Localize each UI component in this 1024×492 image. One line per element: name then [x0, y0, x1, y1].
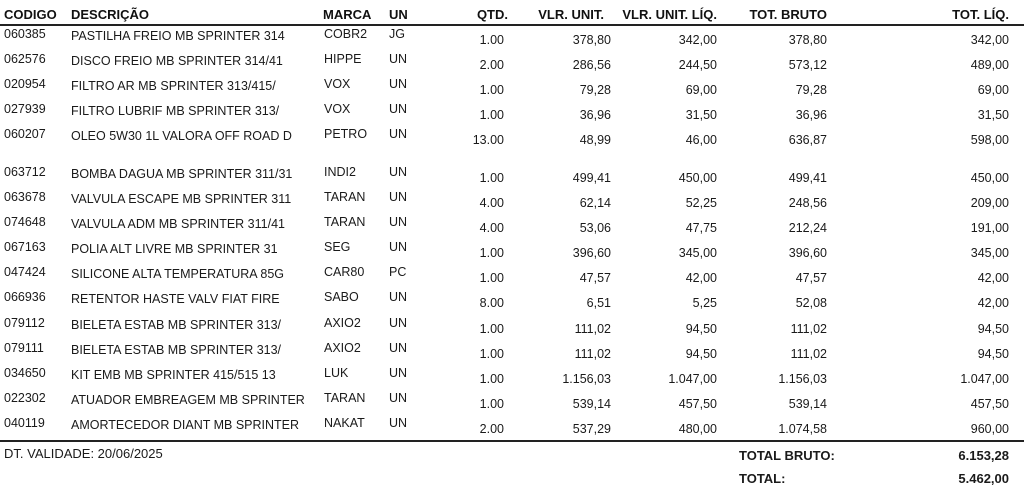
cell-tot-liq: 342,00: [970, 33, 1009, 47]
cell-un: UN: [389, 290, 408, 304]
cell-vlr-unit-liq: 244,50: [678, 58, 717, 72]
cell-qtd: 4.00: [479, 196, 504, 210]
cell-marca: SEG: [324, 240, 351, 254]
cell-vlr-unit-liq: 69,00: [685, 83, 717, 97]
table-row: [0, 27, 1024, 52]
cell-qtd: 1.00: [479, 246, 504, 260]
cell-codigo: 063712: [4, 165, 46, 179]
cell-descricao: FILTRO AR MB SPRINTER 313/415/: [71, 79, 276, 93]
cell-tot-liq: 69,00: [977, 83, 1009, 97]
cell-tot-liq: 94,50: [977, 322, 1009, 336]
cell-marca: TARAN: [324, 190, 366, 204]
cell-tot-bruto: 111,02: [790, 347, 827, 361]
cell-descricao: VALVULA ADM MB SPRINTER 311/41: [71, 217, 285, 231]
cell-descricao: VALVULA ESCAPE MB SPRINTER 311: [71, 192, 292, 206]
cell-descricao: DISCO FREIO MB SPRINTER 314/41: [71, 54, 283, 68]
cell-tot-liq: 345,00: [970, 246, 1009, 260]
table-row: [0, 290, 1024, 315]
cell-vlr-unit-liq: 457,50: [678, 397, 717, 411]
cell-qtd: 4.00: [479, 221, 504, 235]
cell-descricao: RETENTOR HASTE VALV FIAT FIRE: [71, 292, 280, 306]
cell-tot-bruto: 396,60: [788, 246, 827, 260]
header-descricao: DESCRIÇÃO: [71, 7, 150, 22]
cell-tot-liq: 457,50: [970, 397, 1009, 411]
cell-un: UN: [389, 316, 408, 330]
cell-tot-liq: 450,00: [970, 171, 1009, 185]
cell-codigo: 060385: [4, 27, 46, 41]
total-value: 5.462,00: [958, 471, 1009, 486]
cell-vlr-unit-liq: 42,00: [685, 271, 717, 285]
cell-un: UN: [389, 190, 408, 204]
table-row: [0, 190, 1024, 215]
cell-un: JG: [389, 27, 405, 41]
cell-tot-bruto: 1.156,03: [778, 372, 827, 386]
cell-vlr-unit-liq: 31,50: [685, 108, 717, 122]
cell-vlr-unit-liq: 94,50: [685, 347, 717, 361]
cell-tot-liq: 960,00: [970, 422, 1009, 436]
table-row: [0, 341, 1024, 366]
cell-tot-bruto: 539,14: [788, 397, 827, 411]
total-bruto-value: 6.153,28: [958, 448, 1009, 463]
cell-vlr-unit: 499,41: [572, 171, 611, 185]
cell-qtd: 2.00: [479, 422, 504, 436]
cell-qtd: 1.00: [479, 372, 504, 386]
cell-descricao: BIELETA ESTAB MB SPRINTER 313/: [71, 318, 282, 332]
cell-marca: PETRO: [324, 127, 368, 141]
cell-vlr-unit: 396,60: [572, 246, 611, 260]
cell-descricao: BOMBA DAGUA MB SPRINTER 311/31: [71, 167, 293, 181]
cell-vlr-unit-liq: 94,50: [685, 322, 717, 336]
cell-vlr-unit-liq: 450,00: [678, 171, 717, 185]
cell-tot-bruto: 79,28: [795, 83, 827, 97]
cell-marca: AXIO2: [324, 341, 361, 355]
cell-codigo: 034650: [4, 366, 46, 380]
cell-codigo: 060207: [4, 127, 46, 141]
cell-tot-liq: 598,00: [970, 133, 1009, 147]
cell-codigo: 079112: [4, 316, 45, 330]
cell-tot-liq: 1.047,00: [960, 372, 1009, 386]
cell-marca: TARAN: [324, 215, 366, 229]
cell-codigo: 079111: [4, 341, 44, 355]
cell-descricao: SILICONE ALTA TEMPERATURA 85G: [71, 267, 285, 281]
table-row: [0, 416, 1024, 441]
cell-tot-bruto: 52,08: [795, 296, 827, 310]
cell-vlr-unit: 537,29: [572, 422, 611, 436]
cell-vlr-unit-liq: 47,75: [685, 221, 717, 235]
cell-tot-bruto: 111,02: [790, 322, 827, 336]
cell-qtd: 1.00: [479, 271, 504, 285]
cell-vlr-unit: 6,51: [586, 296, 611, 310]
cell-tot-liq: 191,00: [970, 221, 1009, 235]
total-bruto-label: TOTAL BRUTO:: [739, 448, 835, 463]
cell-marca: VOX: [324, 102, 351, 116]
table-row: [0, 391, 1024, 416]
cell-vlr-unit: 47,57: [579, 271, 611, 285]
cell-un: UN: [389, 366, 408, 380]
cell-un: UN: [389, 391, 408, 405]
cell-descricao: OLEO 5W30 1L VALORA OFF ROAD D: [71, 129, 292, 143]
cell-codigo: 063678: [4, 190, 46, 204]
cell-un: UN: [389, 240, 408, 254]
cell-codigo: 066936: [4, 290, 46, 304]
cell-un: UN: [389, 215, 408, 229]
cell-un: UN: [389, 416, 408, 430]
cell-vlr-unit: 48,99: [579, 133, 611, 147]
cell-codigo: 067163: [4, 240, 46, 254]
cell-vlr-unit: 378,80: [572, 33, 611, 47]
cell-codigo: 020954: [4, 77, 46, 91]
cell-qtd: 1.00: [479, 108, 504, 122]
cell-marca: AXIO2: [324, 316, 361, 330]
cell-vlr-unit-liq: 52,25: [685, 196, 717, 210]
cell-tot-bruto: 36,96: [795, 108, 827, 122]
cell-tot-bruto: 212,24: [788, 221, 827, 235]
cell-qtd: 8.00: [479, 296, 504, 310]
cell-vlr-unit: 79,28: [579, 83, 611, 97]
header-marca: MARCA: [323, 7, 372, 22]
cell-tot-bruto: 378,80: [788, 33, 827, 47]
cell-tot-liq: 31,50: [977, 108, 1009, 122]
cell-codigo: 047424: [4, 265, 46, 279]
cell-marca: LUK: [324, 366, 349, 380]
cell-descricao: KIT EMB MB SPRINTER 415/515 13: [71, 368, 276, 382]
cell-marca: INDI2: [324, 165, 356, 179]
cell-vlr-unit: 53,06: [579, 221, 611, 235]
cell-tot-bruto: 636,87: [788, 133, 827, 147]
cell-vlr-unit-liq: 342,00: [678, 33, 717, 47]
cell-un: UN: [389, 165, 408, 179]
cell-tot-bruto: 573,12: [788, 58, 827, 72]
table-row: [0, 240, 1024, 265]
cell-descricao: AMORTECEDOR DIANT MB SPRINTER: [71, 418, 300, 432]
validity-date: DT. VALIDADE: 20/06/2025: [4, 446, 163, 461]
cell-qtd: 2.00: [479, 58, 504, 72]
cell-descricao: POLIA ALT LIVRE MB SPRINTER 31: [71, 242, 278, 256]
table-row: [0, 165, 1024, 190]
cell-tot-liq: 42,00: [977, 296, 1009, 310]
cell-marca: CAR80: [324, 265, 365, 279]
cell-tot-liq: 42,00: [977, 271, 1009, 285]
cell-codigo: 040119: [4, 416, 45, 430]
header-vlr-unit: VLR. UNIT.: [538, 7, 604, 22]
cell-tot-bruto: 47,57: [795, 271, 827, 285]
table-row: [0, 316, 1024, 341]
cell-vlr-unit: 1.156,03: [562, 372, 611, 386]
cell-qtd: 1.00: [479, 83, 504, 97]
cell-marca: VOX: [324, 77, 351, 91]
cell-un: UN: [389, 341, 408, 355]
total-label: TOTAL:: [739, 471, 786, 486]
cell-un: UN: [389, 102, 408, 116]
cell-vlr-unit: 62,14: [579, 196, 611, 210]
cell-vlr-unit-liq: 46,00: [685, 133, 717, 147]
cell-tot-liq: 489,00: [970, 58, 1009, 72]
table-row: [0, 366, 1024, 391]
cell-codigo: 074648: [4, 215, 46, 229]
table-row: [0, 215, 1024, 240]
cell-vlr-unit-liq: 1.047,00: [668, 372, 717, 386]
header-tot-liq: TOT. LÍQ.: [952, 7, 1009, 22]
table-row: [0, 102, 1024, 127]
table-row: [0, 52, 1024, 77]
cell-tot-bruto: 1.074,58: [778, 422, 827, 436]
header-codigo: CODIGO: [4, 7, 57, 22]
cell-un: UN: [389, 52, 408, 66]
cell-vlr-unit: 539,14: [572, 397, 611, 411]
cell-tot-bruto: 499,41: [788, 171, 827, 185]
cell-descricao: BIELETA ESTAB MB SPRINTER 313/: [71, 343, 282, 357]
cell-marca: COBR2: [324, 27, 368, 41]
cell-marca: NAKAT: [324, 416, 365, 430]
table-row: [0, 77, 1024, 102]
cell-qtd: 1.00: [479, 397, 504, 411]
cell-qtd: 1.00: [479, 322, 504, 336]
cell-marca: TARAN: [324, 391, 366, 405]
cell-descricao: ATUADOR EMBREAGEM MB SPRINTER: [71, 393, 305, 407]
cell-descricao: FILTRO LUBRIF MB SPRINTER 313/: [71, 104, 280, 118]
footer-divider: [0, 440, 1024, 442]
cell-un: UN: [389, 127, 408, 141]
cell-codigo: 027939: [4, 102, 46, 116]
header-divider: [0, 24, 1024, 26]
cell-tot-liq: 209,00: [970, 196, 1009, 210]
cell-marca: SABO: [324, 290, 359, 304]
cell-codigo: 062576: [4, 52, 46, 66]
cell-tot-liq: 94,50: [977, 347, 1009, 361]
header-tot-bruto: TOT. BRUTO: [749, 7, 827, 22]
cell-codigo: 022302: [4, 391, 46, 405]
cell-tot-bruto: 248,56: [788, 196, 827, 210]
cell-qtd: 1.00: [479, 347, 504, 361]
cell-vlr-unit: 111,02: [574, 322, 611, 336]
cell-vlr-unit-liq: 5,25: [692, 296, 717, 310]
cell-descricao: PASTILHA FREIO MB SPRINTER 314: [71, 29, 285, 43]
cell-vlr-unit-liq: 480,00: [678, 422, 717, 436]
cell-qtd: 13.00: [472, 133, 504, 147]
table-row: [0, 127, 1024, 152]
cell-marca: HIPPE: [324, 52, 362, 66]
cell-vlr-unit: 36,96: [579, 108, 611, 122]
cell-un: UN: [389, 77, 408, 91]
cell-qtd: 1.00: [479, 171, 504, 185]
cell-vlr-unit: 111,02: [574, 347, 611, 361]
cell-vlr-unit-liq: 345,00: [678, 246, 717, 260]
cell-vlr-unit: 286,56: [572, 58, 611, 72]
table-row: [0, 265, 1024, 290]
header-qtd: QTD.: [476, 7, 508, 22]
cell-qtd: 1.00: [479, 33, 504, 47]
header-vlr-unit-liq: VLR. UNIT. LÍQ.: [622, 7, 717, 22]
cell-un: PC: [389, 265, 407, 279]
header-un: UN: [389, 7, 408, 22]
